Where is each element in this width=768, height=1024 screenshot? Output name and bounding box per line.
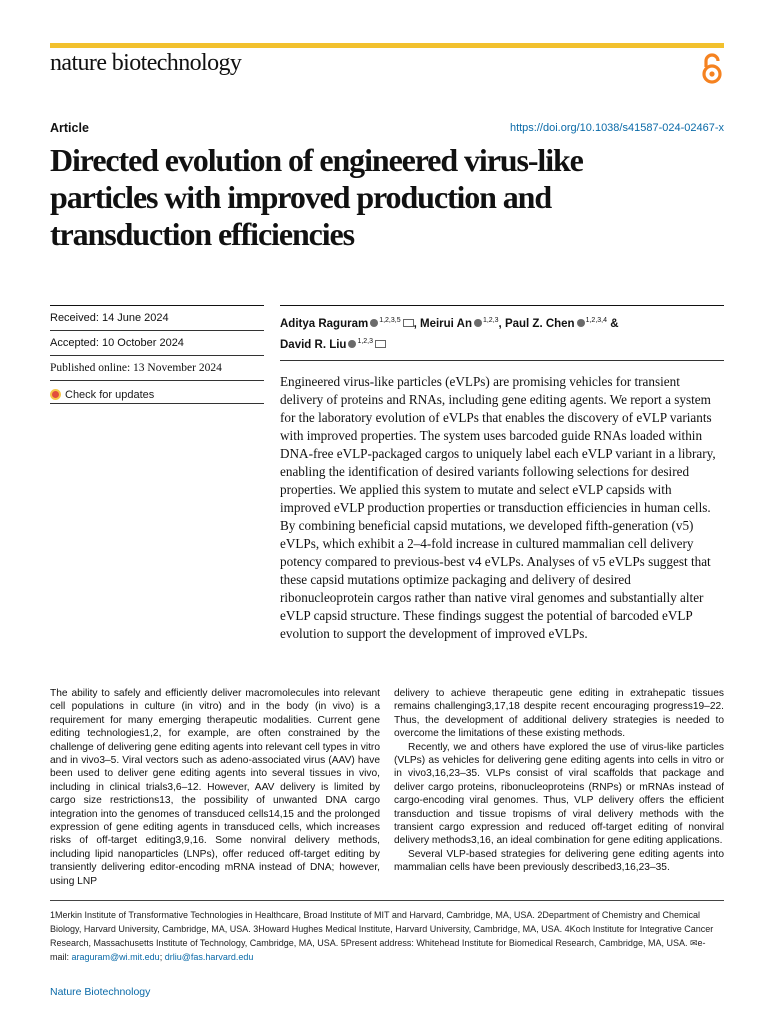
- title-line: transduction efficiencies: [50, 216, 355, 252]
- author-name[interactable]: Paul Z. Chen: [504, 318, 575, 330]
- email-icon: ✉: [689, 938, 698, 948]
- email-separator: ;: [159, 952, 165, 962]
- body-paragraph: delivery to achieve therapeutic gene editing in extrahepatic tissues remains challenging3,17,18 despite recent encouraging progress19–22. Thus, the development of additional delivery strategies is needed to overcome the limitations of these existing methods.: [394, 688, 724, 740]
- body-paragraph: Recently, we and others have explored the use of virus-like particles (VLPs) as vehicles for delivering gene editing agents into cells in vitro or in vivo3,16,23–35. VLPs consist of viral scaffolds that package and deliver cargo proteins, ribonucleoproteins (RNPs) or mRNAs instead of cargo-encoding viral genomes. Thus, VLP delivery offers the efficient transduction and tissue tropisms of viral delivery methods with the transient cargo expression and reduced off-target editing of nonviral delivery methods3,16, an ideal combination for gene editing applications.: [394, 741, 724, 847]
- orcid-icon[interactable]: [474, 319, 482, 327]
- article-title: [50, 142, 740, 253]
- affiliations-footnote: [50, 908, 724, 964]
- footnote-divider: [50, 900, 724, 901]
- body-paragraph: Several VLP-based strategies for delivering gene editing agents into mammalian cells have been previously described3,16,23–35.: [394, 848, 724, 874]
- abstract: Engineered virus-like particles (eVLPs) are promising vehicles for transient delivery of proteins and RNAs, including gene editing agents. We report a system for the laboratory evolution of eVLPs that enables the discovery of eVLP variants with improved properties. The system uses barcoded guide RNAs loaded within DNA-free eVLP-packaged cargos to uniquely label each eVLP variant in a library, enabling the identification of desired variants following selections for desired properties. We applied this system to mutate and select eVLP capsids with improved eVLP production properties or transduction efficiencies in human cells. By combining beneficial capsid mutations, we developed fifth-generation (v5) eVLPs, which exhibit a 2–4-fold increase in cultured mammalian cell delivery potency compared to previous-best v4 eVLPs. Analyses of v5 eVLPs suggest that these capsid mutations optimize packaging and delivery of desired ribonucleoprotein cargos rather than native viral genomes and substantially alter eVLP capsid structure. These findings suggest the potential of barcoded eVLP evolution to support the development of improved eVLPs.: [280, 374, 716, 641]
- footer-journal-name[interactable]: Nature Biotechnology: [50, 986, 151, 998]
- author-affiliation: 1,2,3: [357, 338, 374, 345]
- body-paragraph: The ability to safely and efficiently deliver macromolecules into relevant cell populations in culture (in vitro) and in the body (in vivo) is a requirement for many emerging therapeutic modalities. Current gene editing technologies1,2, for example, are often constrained by the challenge of delivering gene editing agents into relevant cell types in vitro and in vivo3–5. Viral vectors such as adeno-associated virus (AAV) have been used to deliver gene editing agents into several tissues in vivo, including in clinical trials3,6–12. However, AAV delivery is limited by cargo size restrictions13, the possibility of unwanted DNA cargo integration into the genomes of transduced cells14,15 and the prolonged expression of gene editing agents in transduced cells, which increases risks of off-target editing3,9,16. Some nonviral delivery methods, including lipid nanoparticles (LNPs), offer reduced off-target editing by transiently delivering editor-encoding mRNA instead of DNA; however, using LNP: [50, 688, 380, 887]
- title-line: particles with improved production and: [50, 179, 552, 215]
- author-affiliation: 1,2,3,5: [379, 317, 401, 324]
- header-accent-bar: [50, 43, 724, 48]
- author-list: Aditya Raguram $^{1,2,3,5}$ , Meirui An $^{1,2,3}$, Paul Z. Chen $^{1,2,3,4}$ & David R. Liu $^{1,2,3}$: [280, 305, 724, 361]
- email-link-raguram[interactable]: araguram@wi.mit.edu: [71, 952, 160, 962]
- article-dates: [50, 305, 264, 404]
- accepted-date: Accepted: 10 October 2024: [50, 330, 264, 355]
- doi-link[interactable]: https://doi.org/10.1038/s41587-024-02467-x: [509, 122, 724, 134]
- check-for-updates-button[interactable]: [50, 380, 264, 404]
- open-access-icon: [698, 53, 726, 85]
- author-affiliation: 1,2,3: [482, 317, 499, 324]
- author-name[interactable]: Meirui An: [420, 318, 472, 330]
- orcid-icon[interactable]: [370, 319, 378, 327]
- check-updates-label: Check for updates: [65, 388, 155, 401]
- journal-name: nature biotechnology: [50, 50, 242, 76]
- affiliations-text: 1Merkin Institute of Transformative Technologies in Healthcare, Broad Institute of MIT and Harvard, Cambridge, MA, USA. 2Department of Chemistry and Chemical Biology, Harvard University, Cambridge, MA, USA. 3Howard Hughes Medical Institute, Harvard University, Cambridge, MA, USA. 4Koch Institute for Integrative Cancer Research, Massachusetts Institute of Technology, Cambridge, MA, USA. 5Present address: Whitehead Institute for Biomedical Research, Cambridge, MA, USA.: [50, 910, 714, 948]
- published-date: Published online: 13 November 2024: [50, 355, 264, 380]
- orcid-icon[interactable]: [348, 340, 356, 348]
- author-name[interactable]: Aditya Raguram: [280, 318, 369, 330]
- author-affiliation: 1,2,3,4: [585, 317, 608, 324]
- title-line: Directed evolution of engineered virus-like: [50, 142, 583, 178]
- body-column-left: [50, 687, 380, 888]
- email-icon[interactable]: [403, 319, 414, 327]
- orcid-icon[interactable]: [577, 319, 585, 327]
- email-label: e-mail:: [50, 938, 706, 962]
- check-updates-icon: [50, 389, 61, 400]
- body-column-right: [394, 687, 724, 875]
- author-name[interactable]: David R. Liu: [280, 339, 347, 351]
- received-date: Received: 14 June 2024: [50, 305, 264, 330]
- article-type-label: Article: [50, 121, 89, 135]
- email-link-liu[interactable]: drliu@fas.harvard.edu: [164, 952, 254, 962]
- email-icon[interactable]: [375, 340, 386, 348]
